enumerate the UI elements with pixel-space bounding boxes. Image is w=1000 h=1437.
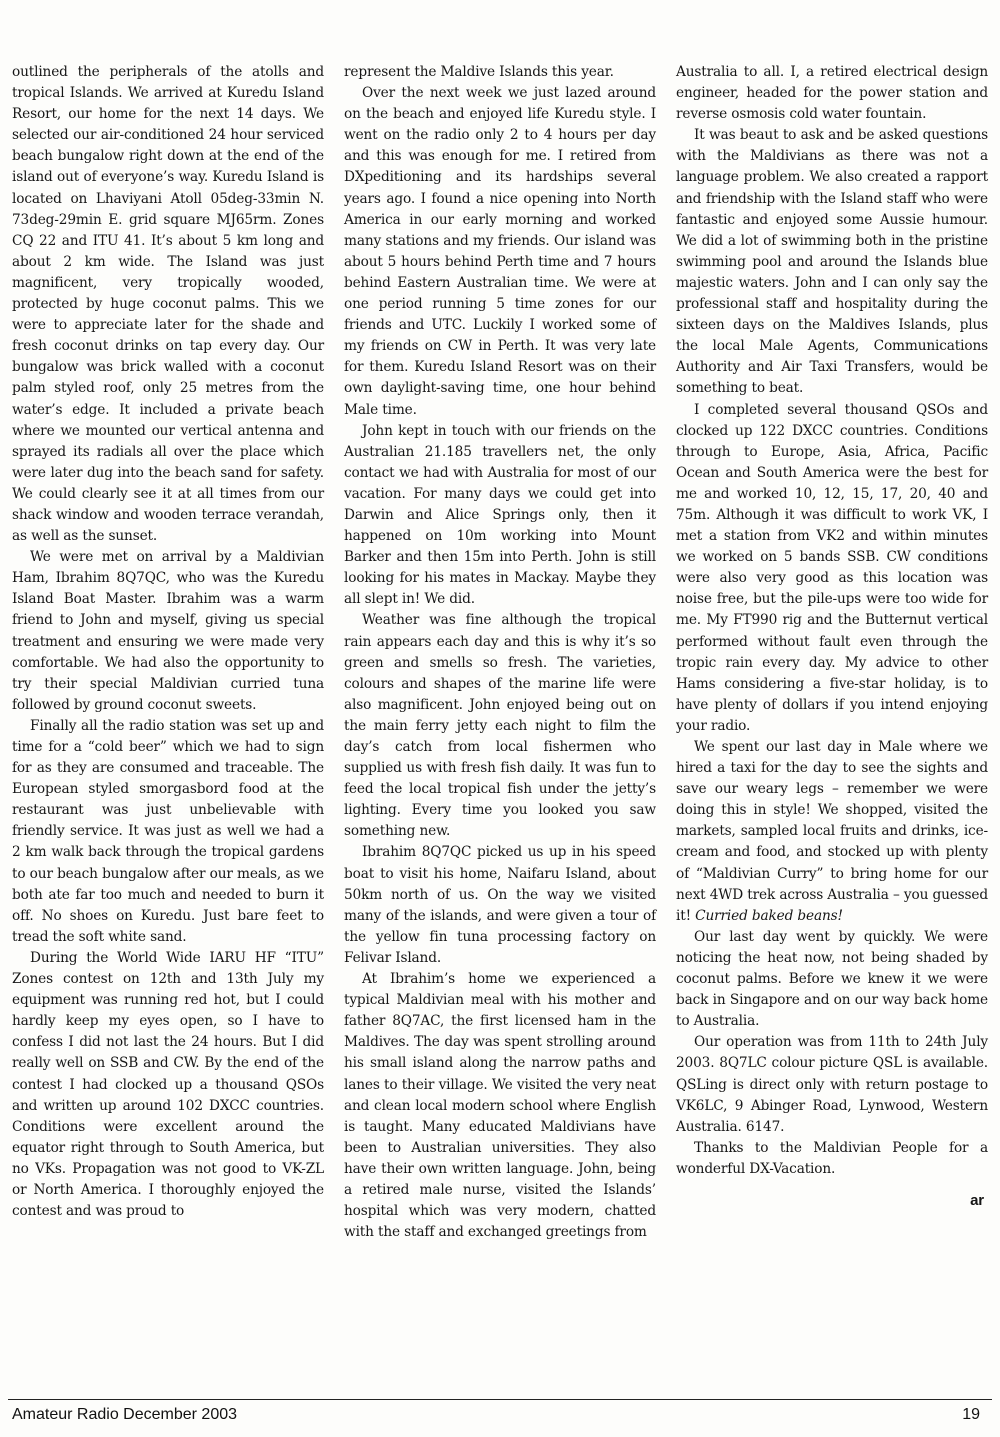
paragraph-text: Thanks to the Maldivian People for a wonderful DX-Vacation. <box>676 1139 988 1177</box>
paragraph-text: We were met on arrival by a Maldivian Ham, Ibrahim 8Q7QC, who was the Kuredu Island Boat Master. Ibrahim was a warm friend to John and myself, giving us special treatment and ensuring we were made very comfortable. We had also the opportunity to try their special Maldivian curried tuna followed by ground coconut sweets. <box>12 549 324 713</box>
paragraph <box>676 62 988 125</box>
paragraph <box>12 62 324 547</box>
paragraph <box>344 969 656 1243</box>
footer-rule <box>8 1399 992 1400</box>
paragraph <box>676 737 988 927</box>
paragraph-text: Finally all the radio station was set up and time for a “cold beer” which we had to sign for as they are consumed and traceable. The European styled smorgasbord food at the restaurant was just unbelievable with friendly service. It was just as well we had a 2 km walk back through the tropical gardens to our beach bungalow after our meals, as we both ate far too much and needed to burn it off. No shoes on Kuredu. Just bare feet to tread the soft white sand. <box>12 717 324 945</box>
paragraph-text: We spent our last day in Male where we hired a taxi for the day to see the sights and save our weary legs – remember we were doing this in style! We shopped, visited the markets, sampled local fruits and drinks, ice-cream and food, and stocked up with plenty of “Maldivian Curry” to bring home for our next 4WD trek across Australia – you guessed it! <box>676 739 988 924</box>
paragraph <box>344 421 656 611</box>
paragraph-text: Australia to all. I, a retired electrical design engineer, headed for the power station and reverse osmosis cold water fountain. <box>676 64 988 123</box>
paragraph <box>344 610 656 842</box>
column-3 <box>676 62 988 1352</box>
paragraph-text: Ibrahim 8Q7QC picked us up in his speed boat to visit his home, Naifaru Island, about 50km north of us. On the way we visited many of the islands, and were given a tour of the yellow fin tuna processing factory on Felivar Island. <box>344 844 656 966</box>
paragraph-text: During the World Wide IARU HF “ITU” Zones contest on 12th and 13th July my equipment was running red hot, but I could hardly keep my eyes open, so I have to confess I did not last the 24 hours. But I did really well on SSB and CW. By the end of the contest I had clocked up a thousand QSOs and written up around 102 DXCC countries. Conditions were excellent around the equator right through to South America, but no VKs. Propagation was not good to VK-ZL or North America. I thoroughly enjoyed the contest and was proud to <box>12 949 324 1220</box>
paragraph <box>676 400 988 738</box>
paragraph <box>344 62 656 83</box>
paragraph <box>676 1032 988 1137</box>
column-1 <box>12 62 324 1352</box>
paragraph <box>344 842 656 969</box>
paragraph-text: represent the Maldive Islands this year. <box>344 64 614 80</box>
paragraph-text: Weather was fine although the tropical rain appears each day and this is why it’s so green and smells so fresh. The varieties, colours and shapes of the marine life were also magnificent. John enjoyed being out on the main ferry jetty each night to film the day’s catch from local fishermen who supplied us with fresh fish daily. It was fun to feed the local tropical fish under the jetty’s lighting. Every time you looked you saw something new. <box>344 612 656 840</box>
paragraph <box>12 716 324 948</box>
paragraph-text: John kept in touch with our friends on the Australian 21.185 travellers net, the only contact we had with Australia for most of our vacation. For many days we could get into Darwin and Alice Springs only, then it happened on 10m working into Mount Barker and then 15m into Perth. John is still looking for his mates in Mackay. Maybe they all slept in! We did. <box>344 422 656 608</box>
italic-text: Curried baked beans! <box>695 907 843 924</box>
paragraph <box>676 927 988 1032</box>
paragraph-text: Our operation was from 11th to 24th July 2003. 8Q7LC colour picture QSL is available. QSLing is direct only with return postage to VK6LC, 9 Abinger Road, Lynwood, Western Australia. 6147. <box>676 1034 988 1135</box>
paragraph <box>676 1138 988 1180</box>
paragraph-text: Our last day went by quickly. We were noticing the heat now, not being shaded by coconut palms. Before we knew it we were back in Singapore and on our way back home to Australia. <box>676 928 988 1030</box>
column-2 <box>344 62 656 1352</box>
paragraph-text: Over the next week we just lazed around on the beach and enjoyed life Kuredu style. I went on the radio only 2 to 4 hours per day and this was enough for me. I retired from DXpeditioning and its hardships several years ago. I found a nice opening into North America in our early morning and worked many stations and my friends. Our island was about 5 hours behind Perth time and 7 hours behind Eastern Australian time. We were at one period running 5 time zones for our friends and UTC. Luckily I worked some of my friends on CW in Perth. It was very late for them. Kuredu Island Resort was on their own daylight-saving time, one hour behind Male time. <box>344 85 656 418</box>
paragraph-text: I completed several thousand QSOs and clocked up 122 DXCC countries. Conditions through to Europe, Asia, Africa, Pacific Ocean and South America were the best for me and worked 10, 12, 15, 17, 20, 40 and 75m. Although it was difficult to work VK, I met a station from VK2 and within minutes we worked on 5 bands SSB. CW conditions were also very good as this location was noise free, but the pile-ups were too wide for me. My FT990 rig and the Butternut vertical performed without fault even through the tropic rain every day. My advice to other Hams considering a five-star holiday, is to have plenty of dollars if you intend enjoying your radio. <box>676 401 988 734</box>
paragraph-text: It was beaut to ask and be asked questions with the Maldivians as there was not a language problem. We also created a rapport and friendship with the Island staff who were fantastic and enjoyed some Aussie humour. We did a lot of swimming both in the pristine swimming pool and around the Islands blue majestic waters. John and I can only say the professional staff and hospitality during the sixteen days on the Maldives Islands, plus the local Male Agents, Communications Authority and Air Taxi Transfers, would be something to beat. <box>676 127 988 397</box>
publication-name: Amateur Radio December 2003 <box>12 1406 238 1423</box>
article-columns <box>12 62 988 1352</box>
end-mark: ar <box>970 1191 984 1209</box>
paragraph <box>344 83 656 421</box>
paragraph-text: At Ibrahim’s home we experienced a typical Maldivian meal with his mother and father 8Q7AC, the first licensed ham in the Maldives. The day was spent strolling around his small island along the narrow paths and lanes to their village. We visited the very neat and clean local modern school where English is taught. Many educated Maldivians have been to Australian universities. They also have their own written language. John, being a retired male nurse, visited the Islands’ hospital which was very modern, chatted with the staff and exchanged greetings from <box>344 971 656 1241</box>
page-number: 19 <box>962 1406 980 1423</box>
paragraph <box>12 948 324 1222</box>
paragraph <box>12 547 324 716</box>
paragraph-text: outlined the peripherals of the atolls and tropical Islands. We arrived at Kuredu Island Resort, our home for the next 14 days. We selected our air-conditioned 24 hour serviced beach bungalow right down at the end of the island out of everyone’s way. Kuredu Island is located on Lhaviyani Atoll 05deg-33min N. 73deg-29min E. grid square MJ65rm. Zones CQ 22 and ITU 41. It’s about 5 km long and about 2 km wide. The Island was just magnificent, very tropically wooded, protected by huge coconut palms. This we were to appreciate later for the shade and fresh coconut drinks on tap every day. Our bungalow was brick walled with a coconut palm styled roof, only 25 metres from the water’s edge. It included a private beach where we mounted our vertical antenna and sprayed its radials all over the place which were later dug into the beach sand for safety. We could clearly see it at all times from our shack window and wooden terrace verandah, as well as the sunset. <box>12 64 324 545</box>
page-footer <box>12 1406 980 1424</box>
paragraph <box>676 125 988 399</box>
